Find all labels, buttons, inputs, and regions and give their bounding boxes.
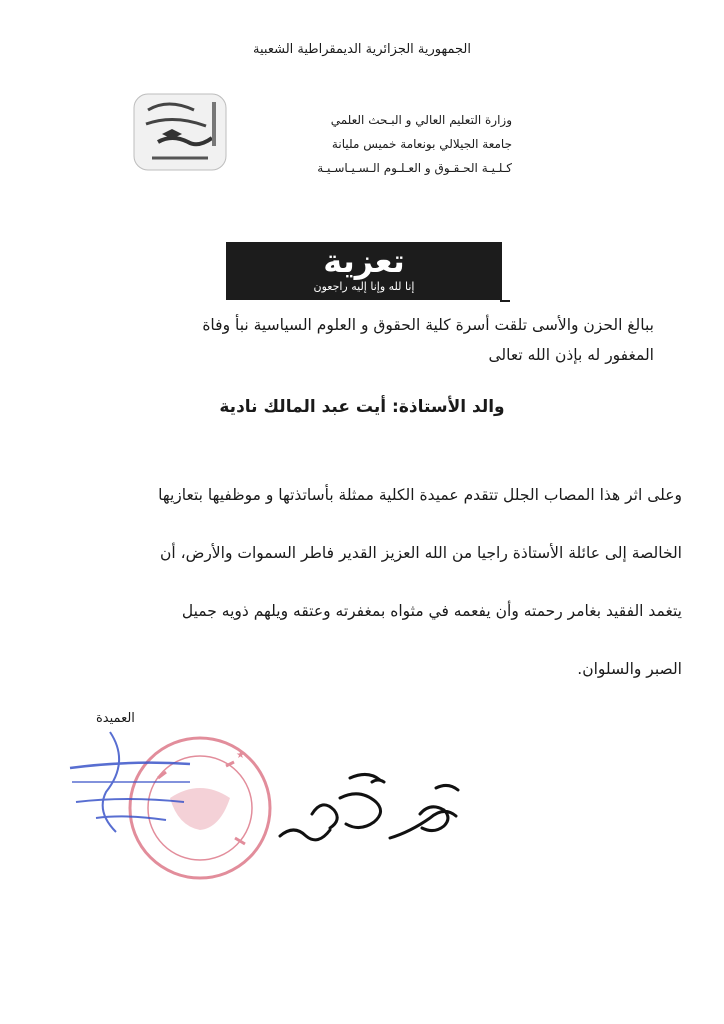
banner-verse: إنا لله وإنا إليه راجعون [313,280,415,293]
body-paragraph [42,466,682,698]
deceased-name: والد الأستاذة: أيت عبد المالك نادية [219,397,505,417]
body-line: الصبر والسلوان. [577,660,682,678]
intro-line: المغفور له بإذن الله تعالى [488,346,654,364]
body-line: وعلى اثر هذا المصاب الجلل تتقدم عميدة الكلية ممثلة بأساتذتها و موظفيها بتعازيها [158,486,682,504]
banner-underline [500,300,510,302]
svg-text:★: ★ [236,750,245,761]
intro-line: ببالغ الحزن والأسى تلقت أسرة كلية الحقوق و العلوم السياسية نبأ وفاة [202,316,654,334]
stamp-and-signature [50,718,480,888]
faculty-line: كـلـيـة الحـقـوق و العـلـوم الـسـيـاسـيـة [317,161,512,175]
banner-title: تعزية [323,242,405,280]
condolence-banner [226,242,502,300]
official-stamp [130,738,270,878]
closing-calligraphy [280,774,458,839]
university-logo [128,90,232,174]
signature-title: العميدة [96,711,135,726]
ministry-block [262,108,512,180]
ministry-line: وزارة التعليم العالي و البـحث العلمي [330,113,512,127]
body-line: الخالصة إلى عائلة الأستاذة راجيا من الله العزيز القدير فاطر السموات والأرض، أن [159,544,682,562]
republic-header: الجمهورية الجزائرية الديمقراطية الشعبية [253,42,471,57]
intro-paragraph [64,310,654,370]
university-line: جامعة الجيلالي بونعامة خميس مليانة [331,137,512,151]
body-line: يتغمد الفقيد بغامر رحمته وأن يفعمه في مثواه بمغفرته وعتقه ويلهم ذويه جميل [181,602,682,620]
dean-ink-stamp [70,732,190,832]
